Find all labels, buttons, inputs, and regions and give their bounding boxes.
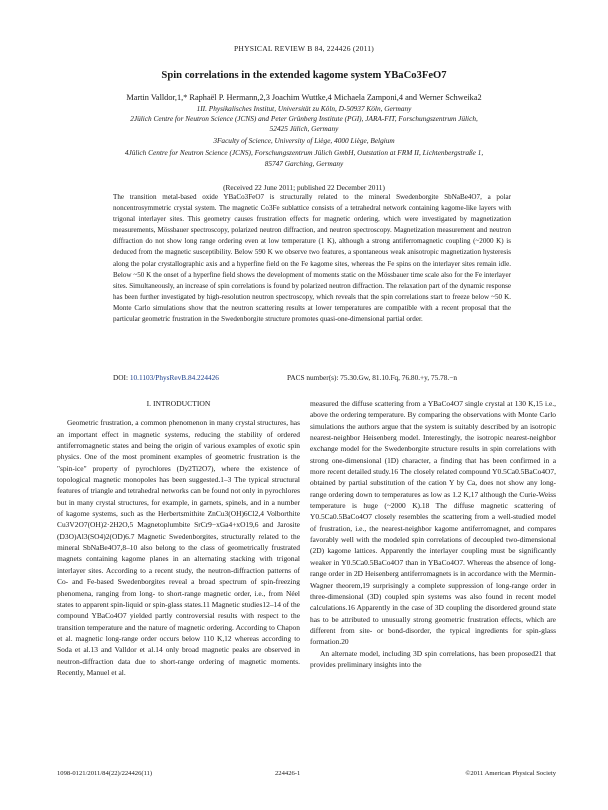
affiliation-2-cont: 52425 Jülich, Germany — [269, 124, 339, 133]
section-heading: I. INTRODUCTION — [146, 399, 211, 408]
right-column — [310, 398, 556, 670]
article-metadata — [113, 373, 511, 382]
doi-link[interactable]: 10.1103/PhysRevB.84.224426 — [129, 373, 219, 382]
affiliation-1: 1II. Physikalisches Institut, Universität zu Köln, D-50937 Köln, Germany — [196, 104, 412, 113]
affiliation-3: 3Faculty of Science, University of Liège, 4000 Liège, Belgium — [213, 136, 395, 145]
intro-paragraph-right-2: An alternate model, including 3D spin correlations, has been proposed21 that provides preliminary insights into the — [310, 648, 556, 669]
intro-paragraph-right-1: measured the diffuse scattering from a YBaCo4O7 single crystal at 130 K,15 i.e., above the ordering temperature. By comparing the observations with Monte Carlo simulations the authors argue that the system is suitably described by an isotropic nearest-neighbor Heisenberg model. Interestingly, the isotropic nearest-neighbor exchange model for the Swedenborgite structure results in spin correlations with strong one-dimensional (1D) character, a finding that has been confirmed in a more recent detailed study.16 The closely related compound Y0.5Ca0.5BaCo4O7, obtained by partial substitution of the cation Y by Ca, does not show any long-range ordering down to temperatures as low as 1.2 K,17 although the Curie-Weiss temperature is huge (~2000 K).18 The diffuse magnetic scattering of Y0.5Ca0.5BaCo4O7 closely resembles the scattering from a well-studied model of frustration, i.e., the nearest-neighbor kagome antiferromagnet, and compares favorably well with the modeled spin correlations of decoupled two-dimensional (2D) kagome lattices. Apparently the interlayer coupling must be significantly weaker in Y0.5Ca0.5BaCo4O7 than in YBaCo4O7. Whereas the absence of long-range order in 2D Heisenberg antiferromagnets is in accordance with the Mermin-Wagner theorem,19 surprisingly a complete suppression of long-range order in three-dimensional (3D) coupled spin systems was also found in recent model calculations.16 Apparently in the case of 3D coupling the disordered ground state has to be attributed to unusually strong geometric frustration effects, which are different from site- or bond-disorder, the typical ingredients for spin-glass formation.20 — [310, 399, 556, 647]
received-published-dates: (Received 22 June 2011; published 22 December 2011) — [223, 183, 385, 192]
pacs-numbers: PACS number(s): 75.30.Gw, 81.10.Fq, 76.80.+y, 75.78.−n — [287, 373, 457, 382]
affiliation-2: 2Jülich Centre for Neutron Science (JCNS) and Peter Grünberg Institute (PGI), JARA-FIT, Forschungszentrum Jülich, — [130, 114, 478, 123]
footer-issn: 1098-0121/2011/84(22)/224426(11) — [57, 770, 153, 777]
running-head: PHYSICAL REVIEW B 84, 224426 (2011) — [233, 44, 375, 53]
doi-label: DOI: — [113, 373, 130, 382]
intro-paragraph-left: Geometric frustration, a common phenomenon in many crystal structures, has an important effect in magnetic systems, reducing the stability of ordered antiferromagnetic states and being the origin of various examples of exotic spin physics. One of the most prominent examples of geometric frustration is the "spin-ice" property of pyrochlores (Dy2Ti2O7), where the existence of topological magnetic monopoles has been suggested.1–3 The typical structural features of triangle and tetrahedral networks can be found not only in pyrochlores but in many crystal structures, for example, in garnets, spinels, and in a number of kagome systems, such as the Herbertsmithite ZnCu3(OH)6Cl2,4 Volborthite Cu3V2O7(OH)2·2H2O,5 Magnetoplumbite SrCr9−xGa4+xO19,6 and Jarosite (D3O)Al3(SO4)2(OD)6.7 Magnetic Swedenborgites, structurally related to the mineral SbNaBe4O7,8–10 also belong to the class of geometrically frustrated magnets containing kagome planes in an alternating stacking with trigonal interlayer sites. According to a recent study, the neutron-diffraction patterns of Co- and Fe-based Swedenborgites reveal a broad spectrum of spin-freezing phenomena, ranging from long- to short-range magnetic order, i.e., from Néel states to apparent spin-liquid or spin-glass states.11 Magnetic studies12–14 of the compound YBaCo4O7 yielded partly controversial results with respect to the transition temperature and the nature of magnetic ordering. According to Chapon et al. magnetic long-range order occurs below 110 K,12 whereas according to Soda et al.13 and Valldor et al.14 only broad magnetic peaks are observed in neutron-diffraction data due to short-range ordering of magnetic moments. Recently, Manuel et al. — [57, 418, 300, 677]
affiliation-4-cont: 85747 Garching, Germany — [264, 159, 344, 168]
left-column — [57, 398, 300, 678]
footer-page-number: 224426-1 — [275, 770, 301, 777]
author-list: Martin Valldor,1,* Raphaël P. Hermann,2,3 Joachim Wuttke,4 Michaela Zamponi,4 and Werner Schweika2 — [126, 93, 482, 102]
paper-title: Spin correlations in the extended kagome system YBaCo3FeO7 — [161, 70, 447, 81]
abstract: The transition metal-based oxide YBaCo3FeO7 is structurally related to the mineral Swedenborgite SbNaBe4O7, a polar noncentrosymmetric crystal system. The magnetic Co3Fe sublattice consists of a tetrahedral network containing kagome-like layers with trigonal interlayer sites. This geometry causes frustration effects for magnetic ordering, which were investigated by magnetization measurements, Mössbauer spectroscopy, polarized neutron diffraction, and neutron spectroscopy. Magnetization measurement and neutron diffraction do not show long range ordering even at low temperature (1 K), although a strong antiferromagnetic coupling (~2000 K) is deduced from the magnetic susceptibility. Below 590 K we observe two features, a spontaneous weak anisotropic magnetization hysteresis along the polar crystallographic axis and a hyperfine field on the Fe kagome sites, whereas the Fe spins on the interlayer sites remain idle. Below ~50 K the onset of a hyperfine field shows the development of moments static on the Mössbauer time scale also for the Fe interlayer sites. Simultaneously, an increase of spin correlations is found by polarized neutron diffraction. The relaxation part of the dynamic response has been further investigated by high-resolution neutron spectroscopy, which reveals that the spin correlations start to freeze below ~50 K. Monte Carlo simulations show that the neutron scattering results at lower temperatures are compatible with a recent proposal that the particular geometric frustration in the Swedenborgite structure promotes quasi-one-dimensional partial order. — [113, 193, 511, 324]
footer-copyright: ©2011 American Physical Society — [465, 770, 556, 777]
affiliation-4: 4Jülich Centre for Neutron Science (JCNS), Forschungszentrum Jülich GmbH, Outstation at FRM II, Lichtenbergstraße 1, — [124, 148, 484, 157]
